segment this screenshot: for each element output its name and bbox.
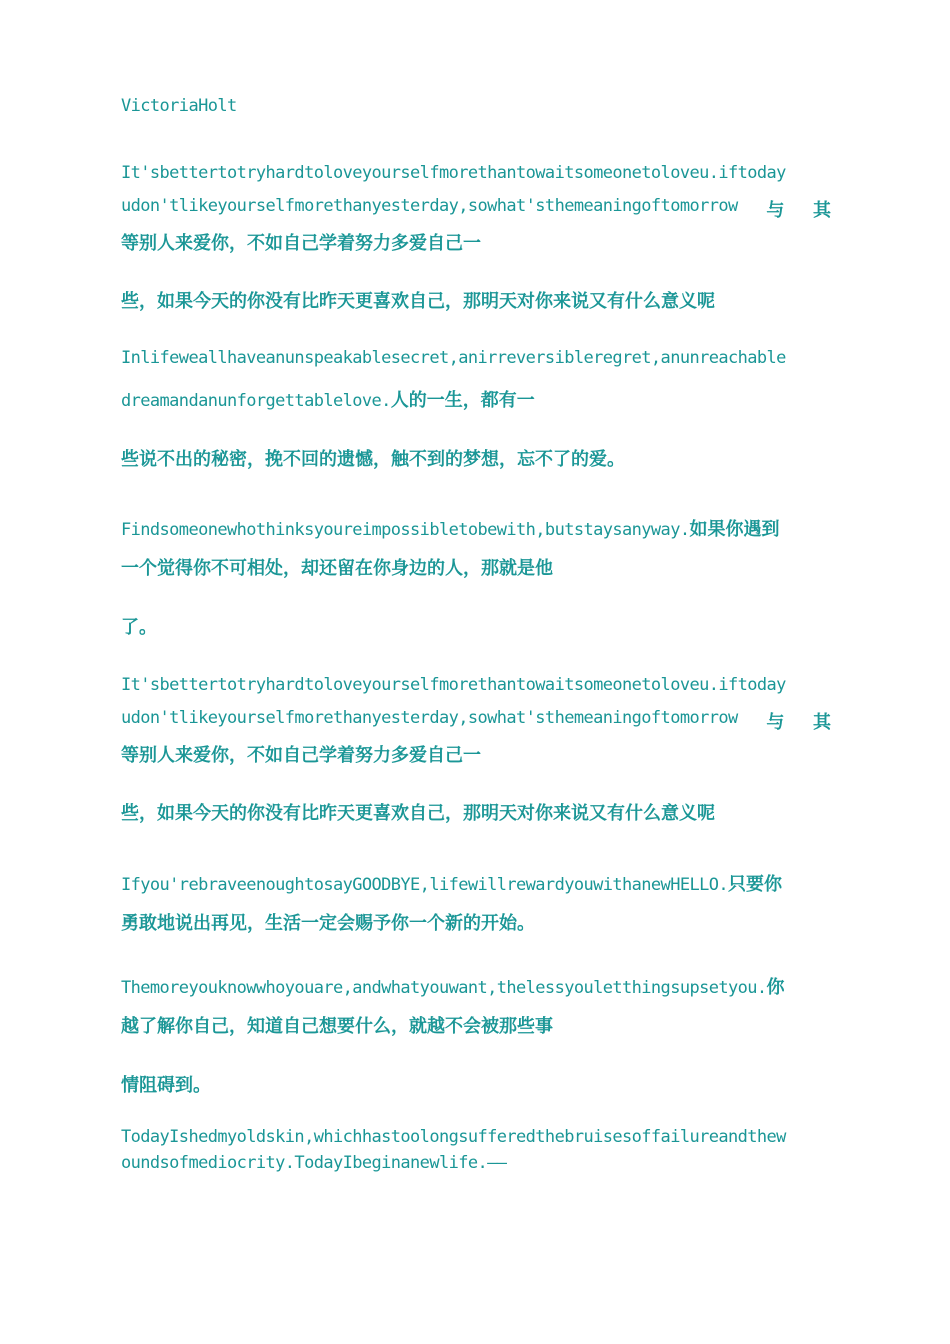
quote1-zh-inline-a: 与: [766, 200, 785, 221]
quote4-en-line2: udon'tlikeyourselfmorethanyesterday,sowhat'sthemeaningoftomorrow: [121, 708, 738, 728]
quote4-zh-inline-a: 与: [766, 712, 785, 733]
quote5-line1: [121, 870, 831, 896]
quote4-zh-line4: 些，如果今天的你没有比昨天更喜欢自己，那明天对你来说又有什么意义呢: [121, 803, 715, 824]
quote1-zh-line3: 等别人来爱你，不如自己学着努力多爱自己一: [121, 233, 481, 254]
quote5-zh-line2: 勇敢地说出再见，生活一定会赐予你一个新的开始。: [121, 913, 535, 934]
quote7-en-line1: TodayIshedmyoldskin,whichhastoolongsufferedthebruisesoffailureandthew: [121, 1127, 786, 1147]
quote4-en-line1: It'sbettertotryhardtoloveyourselfmorethantowaitsomeonetoloveu.iftoday: [121, 675, 786, 695]
quote6-en-line1: Themoreyouknowwhoyouare,andwhatyouwant,thelessyouletthingsupsetyou.: [121, 978, 767, 998]
quote2-en-line2: dreamandanunforgettablelove.: [121, 391, 391, 411]
quote1-zh-inline-b: 其: [812, 200, 831, 221]
quote2-zh-inline: 人的一生，都有一: [390, 390, 535, 411]
quote6-zh-line3: 情阻碍到。: [121, 1075, 211, 1096]
quote3-zh-inline: 如果你遇到: [689, 519, 780, 540]
quote2-en-line1: Inlifeweallhaveanunspeakablesecret,anirreversibleregret,anunreachable: [121, 348, 786, 368]
quote2-line2: [121, 386, 831, 412]
quote1-zh-line4: 些，如果今天的你没有比昨天更喜欢自己，那明天对你来说又有什么意义呢: [121, 291, 715, 312]
quote5-zh-inline: 只要你: [728, 874, 782, 895]
quote1-en-line2: udon'tlikeyourselfmorethanyesterday,sowhat'sthemeaningoftomorrow: [121, 196, 738, 216]
quote1-line2: [121, 196, 831, 222]
quote4-line2: [121, 708, 831, 734]
quote1-en-line1: It'sbettertotryhardtoloveyourselfmorethantowaitsomeonetoloveu.iftoday: [121, 163, 786, 183]
quote3-en-line1: Findsomeonewhothinksyoureimpossibletobewith,butstaysanyway.: [121, 520, 690, 540]
quote5-en-line1: Ifyou'rebraveenoughtosayGOODBYE,lifewillrewardyouwithanewHELLO.: [121, 875, 728, 895]
quote4-zh-line3: 等别人来爱你，不如自己学着努力多爱自己一: [121, 745, 481, 766]
quote6-line1: [121, 973, 831, 999]
quote6-zh-inline: 你: [766, 977, 785, 998]
quote4-zh-inline-b: 其: [812, 712, 831, 733]
quote6-zh-line2: 越了解你自己，知道自己想要什么，就越不会被那些事: [121, 1016, 553, 1037]
author-name: VictoriaHolt: [121, 96, 237, 116]
quote3-line1: [121, 515, 831, 541]
quote2-zh-line3: 些说不出的秘密，挽不回的遗憾，触不到的梦想，忘不了的爱。: [121, 449, 625, 470]
quote3-zh-line3: 了。: [121, 617, 157, 638]
quote7-en-line2: oundsofmediocrity.TodayIbeginanewlife.——: [121, 1153, 507, 1173]
quote3-zh-line2: 一个觉得你不可相处，却还留在你身边的人，那就是他: [121, 558, 553, 579]
